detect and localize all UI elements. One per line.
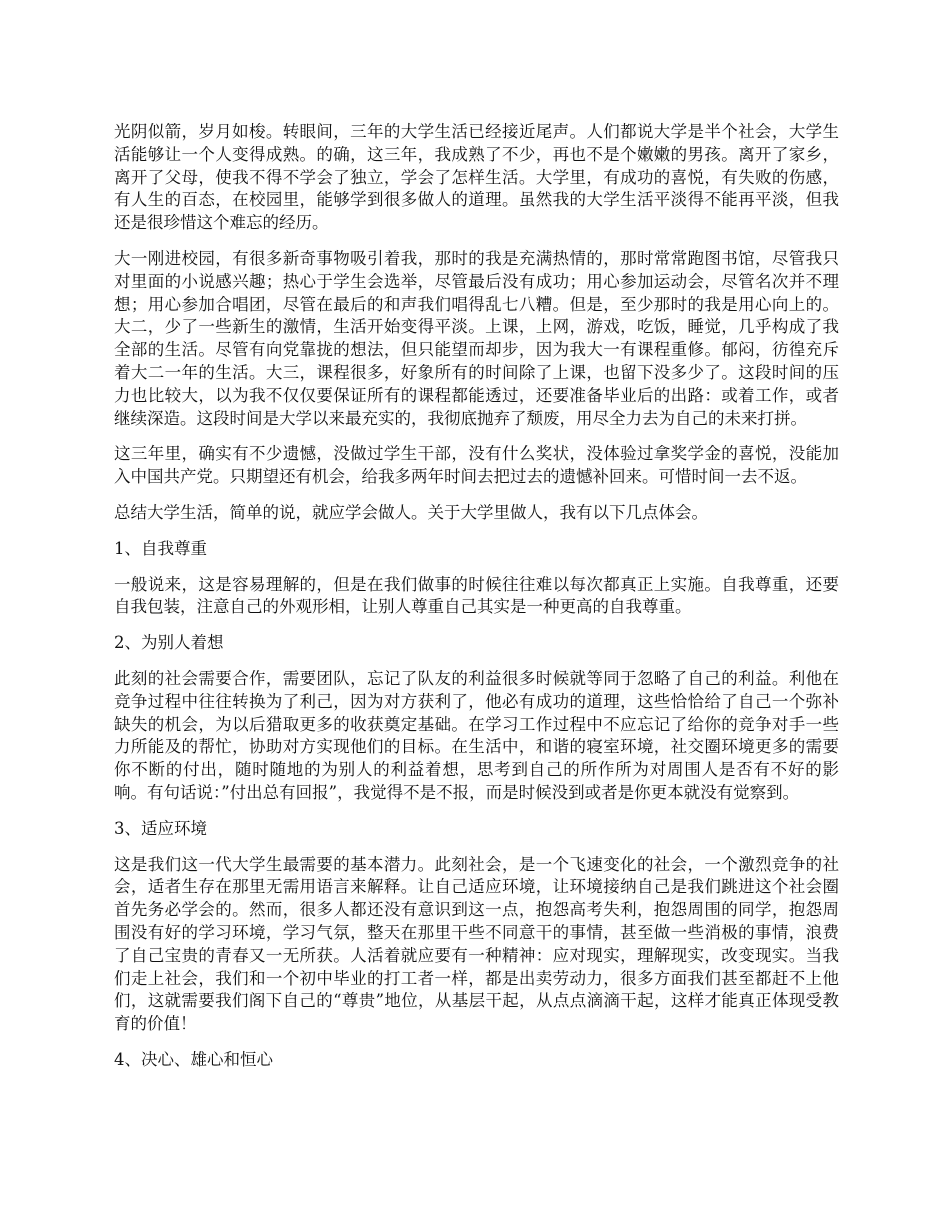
section-heading-consider-others: 2、为别人着想 <box>114 633 224 653</box>
document-body <box>114 121 839 1085</box>
paragraph-self-respect: 一般说来，这是容易理解的，但是在我们做事的时候往往难以每次都真正上实施。自我尊重，还要自我包装，注意自己的外观形相，让别人尊重自己其实是一种更高的自我尊重。 <box>114 574 839 617</box>
paragraph-intro: 光阴似箭，岁月如梭。转眼间，三年的大学生活已经接近尾声。人们都说大学是半个社会，大学生活能够让一个人变得成熟。的确，这三年，我成熟了不少，再也不是个嫩嫩的男孩。离开了家乡，离开了父母，使我不得不学会了独立，学会了怎样生活。大学里，有成功的喜悦，有失败的伤感，有人生的百态，在校园里，能够学到很多做人的道理。虽然我的大学生活平淡得不能再平淡，但我还是很珍惜这个难忘的经历。 <box>114 122 839 233</box>
paragraph-regrets: 这三年里，确实有不少遗憾，没做过学生干部，没有什么奖状，没体验过拿奖学金的喜悦，没能加入中国共产党。只期望还有机会，给我多两年时间去把过去的遗憾补回来。可惜时间一去不返。 <box>114 444 839 487</box>
paragraph-consider-others: 此刻的社会需要合作，需要团队，忘记了队友的利益很多时候就等同于忽略了自己的利益。利他在竞争过程中往往转换为了利己，因为对方获利了，他必有成功的道理，这些恰恰给了自己一个弥补缺失的机会，为以后猎取更多的收获奠定基础。在学习工作过程中不应忘记了给你的竞争对手一些力所能及的帮忙，协助对方实现他们的目标。在生活中，和谐的寝室环境，社交圈环境更多的需要你不断的付出，随时随地的为别人的利益着想，思考到自己的所作所为对周围人是否有不好的影响。有句话说：”付出总有回报”，我觉得不是不报，而是时候没到或者是你更本就没有觉察到。 <box>114 668 839 802</box>
paragraph-college-years: 大一刚进校园，有很多新奇事物吸引着我，那时的我是充满热情的，那时常常跑图书馆，尽管我只对里面的小说感兴趣；热心于学生会选举，尽管最后没有成功；用心参加运动会，尽管名次并不理想；用心参加合唱团，尽管在最后的和声我们唱得乱七八糟。但是，至少那时的我是用心向上的。大二，少了一些新生的激情，生活开始变得平淡。上课，上网，游戏，吃饭，睡觉，几乎构成了我全部的生活。尽管有向党靠拢的想法，但只能望而却步，因为我大一有课程重修。郁闷，彷徨充斥着大二一年的生活。大三，课程很多，好象所有的时间除了上课，也留下没多少了。这段时间的压力也比较大，以为我不仅仅要保证所有的课程都能透过，还要准备毕业后的出路：或着工作，或者继续深造。这段时间是大学以来最充实的，我彻底抛弃了颓废，用尽全力去为自己的未来打拼。 <box>114 248 839 428</box>
paragraph-summary: 总结大学生活，简单的说，就应学会做人。关于大学里做人，我有以下几点体会。 <box>114 502 708 522</box>
section-heading-self-respect: 1、自我尊重 <box>114 538 207 558</box>
section-heading-determination: 4、决心、雄心和恒心 <box>114 1049 273 1069</box>
section-heading-adapt: 3、适应环境 <box>114 818 207 838</box>
paragraph-adapt: 这是我们这一代大学生最需要的基本潜力。此刻社会，是一个飞速变化的社会，一个激烈竞争的社会，适者生存在那里无需用语言来解释。让自己适应环境，让环境接纳自己是我们跳进这个社会圈首先务必学会的。然而，很多人都还没有意识到这一点，抱怨高考失利，抱怨周围的同学，抱怨周围没有好的学习环境，学习气氛，整天在那里干些不同意干的事情，甚至做一些消极的事情，浪费了自己宝贵的青春又一无所获。人活着就应要有一种精神：应对现实，理解现实，改变现实。当我们走上社会，我们和一个初中毕业的打工者一样，都是出卖劳动力，很多方面我们甚至都赶不上他们，这就需要我们阁下自己的“尊贵”地位，从基层干起，从点点滴滴干起，这样才能真正体现受教育的价值！ <box>114 854 839 1034</box>
